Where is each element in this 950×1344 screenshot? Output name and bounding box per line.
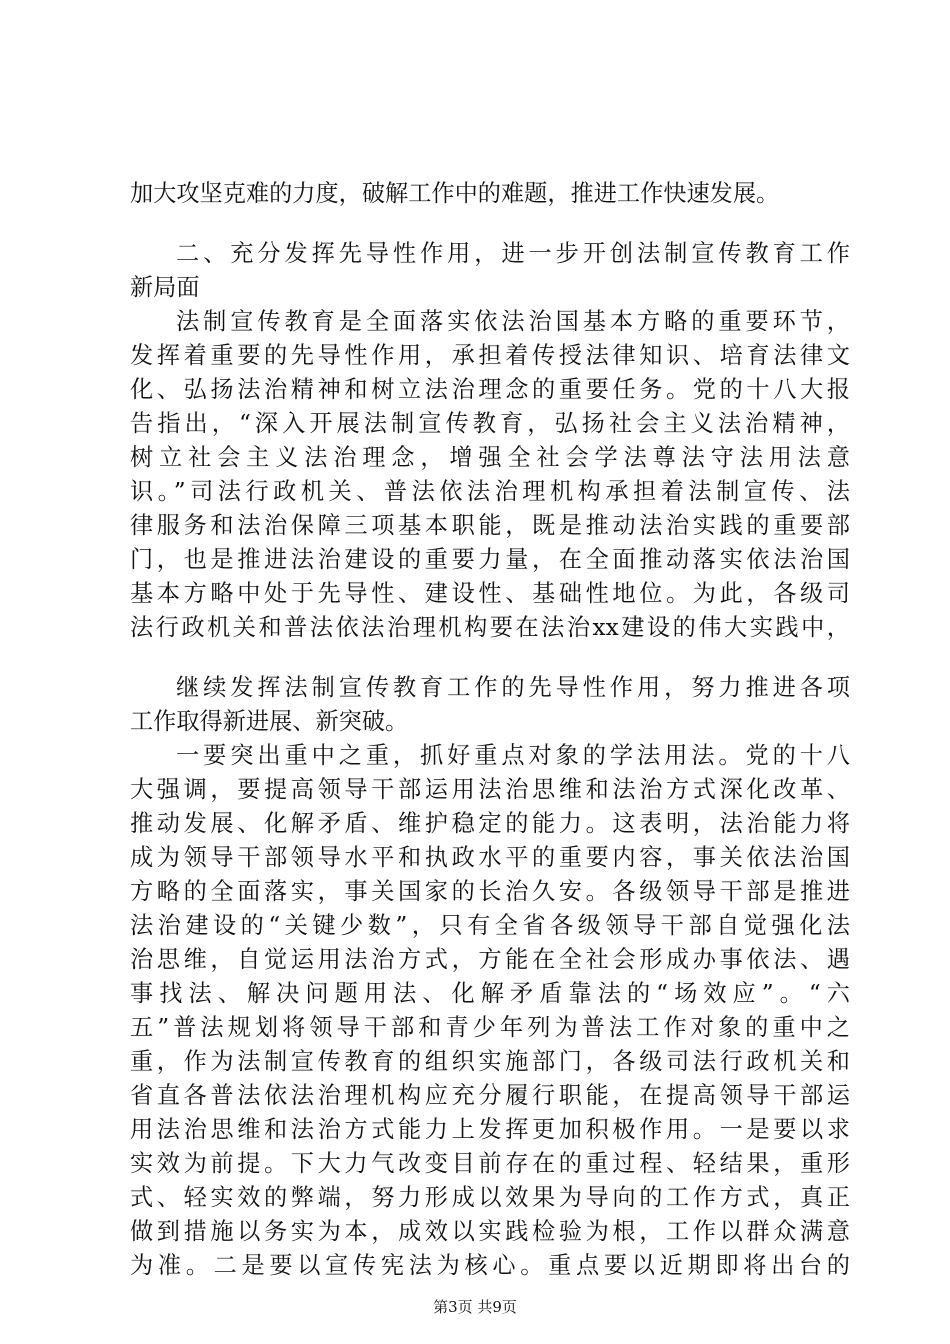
text-line: 推动发展、化解矛盾、维护稳定的能力。这表明，法治能力将 (130, 810, 850, 837)
text-line: 发挥着重要的先导性作用，承担着传授法律知识、培育法律文 (130, 342, 850, 369)
text-line: 用法治思维和法治方式能力上发挥更加积极作用。一是要以求 (130, 1116, 850, 1143)
text-line: 事找法、解决问题用法、化解矛盾靠法的“场效应”。“六 (130, 980, 850, 1007)
text-line: 工作取得新进展、新突破。 (130, 708, 409, 735)
section-heading-line: 新局面 (130, 274, 200, 301)
text-line: 化、弘扬法治精神和树立法治理念的重要任务。党的十八大报 (130, 376, 850, 403)
text-line: 树立社会主义法治理念，增强全社会学法尊法守法用法意 (130, 444, 850, 471)
text-line: 治思维，自觉运用法治方式，方能在全社会形成办事依法、遇 (130, 946, 850, 973)
text-line: 为准。二是要以宣传宪法为核心。重点要以近期即将出台的 (130, 1252, 850, 1279)
text-line: 识。”司法行政机关、普法依法治理机构承担着法制宣传、法 (130, 478, 850, 505)
text-line: 做到措施以务实为本，成效以实践检验为根，工作以群众满意 (130, 1218, 850, 1245)
text-line: 大强调，要提高领导干部运用法治思维和法治方式深化改革、 (130, 776, 850, 803)
text-line: 实效为前提。下大力气改变目前存在的重过程、轻结果，重形 (130, 1150, 850, 1177)
text-line: 门，也是推进法治建设的重要力量，在全面推动落实依法治国 (130, 546, 850, 573)
text-line: 一要突出重中之重，抓好重点对象的学法用法。党的十八 (176, 742, 850, 769)
text-line: 重，作为法制宣传教育的组织实施部门，各级司法行政机关和 (130, 1048, 850, 1075)
page-number-footer: 第3页 共9页 (433, 1298, 517, 1316)
text-line: 五”普法规划将领导干部和青少年列为普法工作对象的重中之 (130, 1014, 850, 1041)
text-line: 法制宣传教育是全面落实依法治国基本方略的重要环节， (176, 308, 850, 335)
text-line: 告指出，“深入开展法制宣传教育，弘扬社会主义法治精神， (130, 410, 850, 437)
text-line: 律服务和法治保障三项基本职能，既是推动法治实践的重要部 (130, 512, 850, 539)
text-line: 法治建设的“关键少数”，只有全省各级领导干部自觉强化法 (130, 912, 850, 939)
text-line: 方略的全面落实，事关国家的长治久安。各级领导干部是推进 (130, 878, 850, 905)
text-line: 继续发挥法制宣传教育工作的先导性作用，努力推进各项 (176, 674, 850, 701)
text-line: 省直各普法依法治理机构应充分履行职能，在提高领导干部运 (130, 1082, 850, 1109)
text-line: 法行政机关和普法依法治理机构要在法治xx建设的伟大实践中， (130, 614, 850, 641)
text-line: 基本方略中处于先导性、建设性、基础性地位。为此，各级司 (130, 580, 850, 607)
text-line: 加大攻坚克难的力度，破解工作中的难题，推进工作快速发展。 (130, 180, 780, 207)
section-heading-line: 二、充分发挥先导性作用，进一步开创法制宣传教育工作 (176, 240, 850, 267)
text-line: 式、轻实效的弊端，努力形成以效果为导向的工作方式，真正 (130, 1184, 850, 1211)
text-line: 成为领导干部领导水平和执政水平的重要内容，事关依法治国 (130, 844, 850, 871)
